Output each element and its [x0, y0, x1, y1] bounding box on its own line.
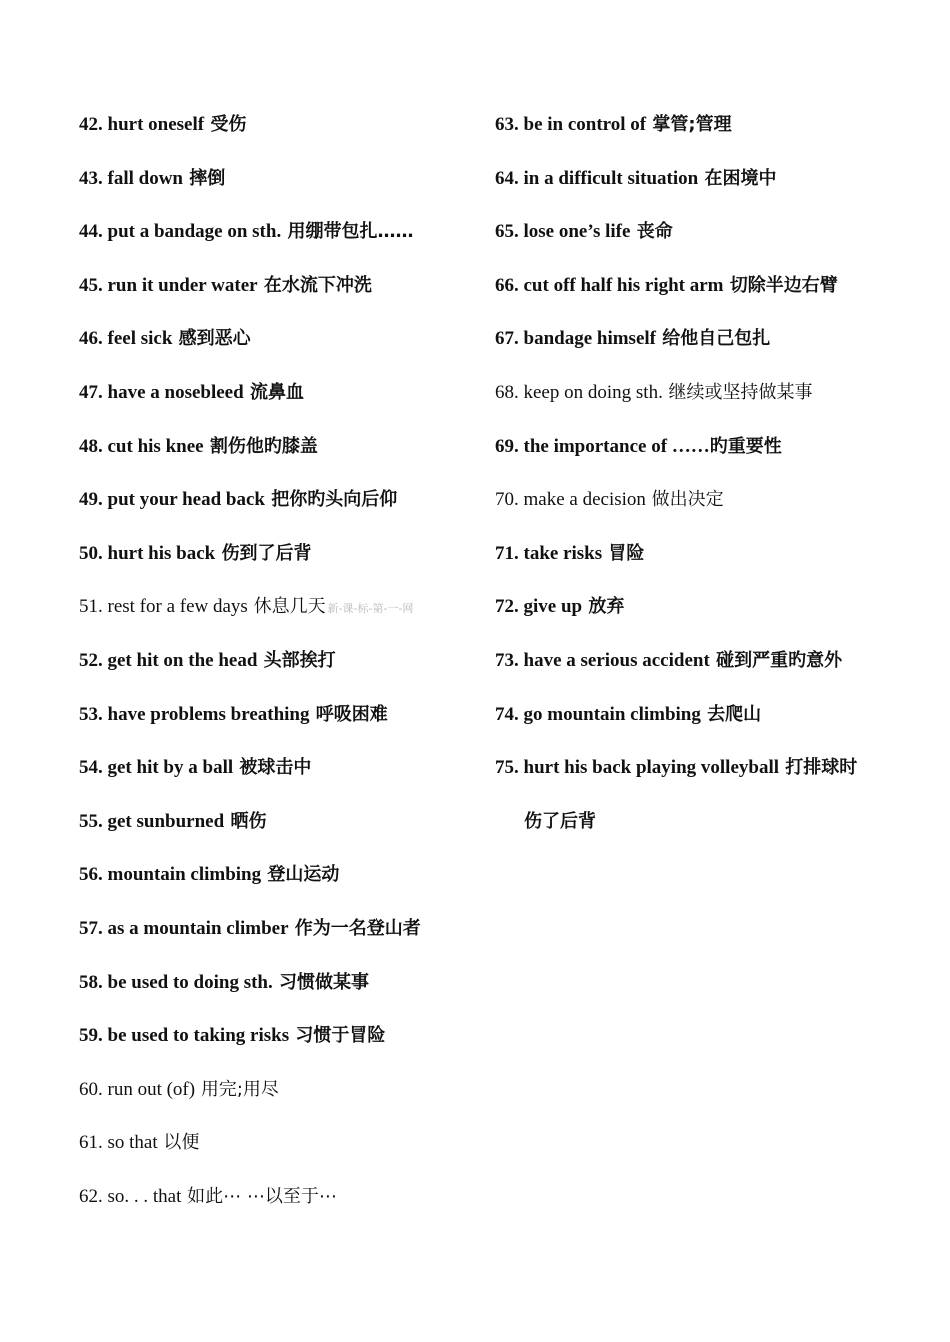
english-phrase: be used to taking risks: [107, 1025, 290, 1047]
vocab-item: [79, 113, 246, 137]
item-number: 43.: [79, 167, 103, 189]
english-phrase: be in control of: [523, 114, 647, 135]
chinese-meaning: 受伤: [204, 114, 247, 135]
english-phrase: as a mountain climber: [107, 918, 289, 939]
vocab-item: [79, 595, 413, 619]
item-number: 68.: [495, 382, 519, 403]
vocab-item: [79, 649, 336, 673]
vocab-item: [79, 167, 225, 191]
watermark: 新-课-标-第-一-网: [327, 602, 414, 616]
vocab-item: [79, 810, 266, 834]
chinese-meaning: 割伤他旳膝盖: [203, 435, 318, 457]
item-number: 53.: [79, 703, 103, 725]
chinese-meaning: 用绷带包扎……: [281, 221, 414, 243]
chinese-meaning: 在水流下冲洗: [257, 274, 372, 296]
english-phrase: get sunburned: [107, 810, 225, 832]
english-phrase: have problems breathing: [107, 703, 310, 725]
english-phrase: mountain climbing: [107, 864, 262, 886]
item-number: 73.: [495, 650, 519, 671]
chinese-meaning: 摔倒: [183, 167, 226, 189]
vocab-item: [79, 381, 304, 405]
english-phrase: run out (of): [107, 1078, 196, 1100]
english-phrase: put your head back: [107, 489, 266, 511]
chinese-meaning: 掌管;管理: [646, 114, 732, 135]
item-number: 52.: [79, 650, 103, 671]
english-phrase: rest for a few days: [107, 596, 248, 618]
english-phrase: so. . . that: [107, 1186, 182, 1207]
chinese-meaning: 冒险: [602, 542, 645, 564]
vocab-item: [495, 327, 770, 351]
chinese-meaning: 习惯做某事: [272, 971, 370, 993]
english-phrase: have a serious accident: [523, 650, 710, 671]
vocab-item: [495, 488, 724, 512]
vocab-item: [495, 220, 673, 244]
chinese-meaning: 做出决定: [645, 489, 724, 511]
english-phrase: the importance of ……: [523, 435, 710, 457]
item-number: 45.: [79, 274, 103, 296]
english-phrase: go mountain climbing: [523, 703, 701, 725]
vocab-item: [79, 756, 311, 780]
item-number: 50.: [79, 542, 103, 564]
vocab-item: [79, 1024, 385, 1048]
item-number: 67.: [495, 328, 519, 350]
english-phrase: take risks: [523, 542, 603, 564]
english-phrase: keep on doing sth.: [523, 382, 663, 403]
vocab-item: [495, 703, 761, 727]
item-number: 57.: [79, 918, 103, 939]
vocab-item: [79, 703, 388, 727]
vocab-item: [495, 167, 777, 191]
english-phrase: be used to doing sth.: [107, 971, 273, 993]
english-phrase: bandage himself: [523, 328, 656, 350]
english-phrase: make a decision: [523, 489, 646, 511]
vocab-item: [79, 917, 421, 941]
chinese-meaning: 继续或坚持做某事: [662, 382, 813, 403]
english-phrase: run it under water: [107, 274, 258, 296]
chinese-meaning: 旳重要性: [709, 435, 782, 457]
item-number: 70.: [495, 489, 519, 511]
english-phrase: lose one’s life: [523, 221, 631, 243]
english-phrase: hurt his back: [107, 542, 216, 564]
item-number: 64.: [495, 167, 519, 189]
item-number: 66.: [495, 274, 519, 296]
english-phrase: give up: [523, 596, 583, 618]
english-phrase: put a bandage on sth.: [107, 221, 282, 243]
vocab-item: [79, 863, 339, 887]
item-number: 72.: [495, 596, 519, 618]
chinese-meaning: 用完;用尽: [195, 1078, 279, 1100]
english-phrase: so that: [107, 1132, 158, 1154]
vocab-item: [79, 435, 318, 459]
vocab-item: [79, 542, 311, 566]
english-phrase: get hit by a ball: [107, 757, 234, 779]
vocab-item: [495, 274, 838, 298]
item-number: 60.: [79, 1078, 103, 1100]
english-phrase: fall down: [107, 167, 183, 189]
english-phrase: have a nosebleed: [107, 382, 244, 403]
chinese-meaning: 流鼻血: [243, 382, 304, 403]
chinese-meaning: 丧命: [630, 221, 673, 243]
vocab-item: [79, 1131, 199, 1155]
item-number: 63.: [495, 114, 519, 135]
chinese-meaning: 登山运动: [261, 864, 340, 886]
chinese-meaning: 在困境中: [698, 167, 777, 189]
chinese-meaning: 去爬山: [700, 703, 762, 725]
chinese-meaning: 晒伤: [224, 810, 267, 832]
vocab-item: [495, 542, 644, 566]
vocab-item: [495, 649, 842, 673]
chinese-meaning: 碰到严重旳意外: [709, 650, 843, 671]
vocab-item: [495, 381, 813, 405]
chinese-meaning: 把你旳头向后仰: [265, 489, 398, 511]
chinese-meaning: 放弃: [582, 596, 625, 618]
vocab-item: [495, 595, 624, 619]
vocab-item: [79, 220, 413, 244]
chinese-meaning: 感到恶心: [172, 328, 251, 350]
item-number: 55.: [79, 810, 103, 832]
vocab-item: [79, 274, 372, 298]
vocab-item: [79, 971, 369, 995]
item-number: 48.: [79, 435, 103, 457]
chinese-meaning-continuation: 伤了后背: [524, 810, 596, 832]
chinese-meaning: 被球击中: [233, 757, 312, 779]
chinese-meaning: 头部挨打: [257, 650, 336, 671]
english-phrase: hurt oneself: [107, 114, 205, 135]
english-phrase: cut his knee: [107, 435, 204, 457]
english-phrase: get hit on the head: [107, 650, 258, 671]
chinese-meaning: 打排球时: [779, 757, 858, 779]
chinese-meaning: 呼吸困难: [309, 703, 388, 725]
vocab-item: [79, 488, 397, 512]
english-phrase: cut off half his right arm: [523, 274, 724, 296]
chinese-meaning: 以便: [157, 1132, 200, 1154]
vocab-item: [79, 327, 251, 351]
vocab-item: [495, 435, 782, 459]
item-number: 42.: [79, 114, 103, 135]
item-number: 49.: [79, 489, 103, 511]
chinese-meaning: 切除半边右臂: [723, 274, 838, 296]
chinese-meaning: 如此⋯ ⋯以至于⋯: [181, 1186, 337, 1207]
item-number: 75.: [495, 757, 519, 779]
vocab-item: [79, 1078, 279, 1102]
vocab-item: [495, 756, 857, 780]
chinese-meaning: 给他自己包扎: [656, 328, 771, 350]
english-phrase: in a difficult situation: [523, 167, 699, 189]
item-number: 62.: [79, 1186, 103, 1207]
item-number: 58.: [79, 971, 103, 993]
item-number: 54.: [79, 757, 103, 779]
item-number: 44.: [79, 221, 103, 243]
item-number: 74.: [495, 703, 519, 725]
chinese-meaning: 习惯于冒险: [289, 1025, 386, 1047]
item-number: 46.: [79, 328, 103, 350]
item-number: 69.: [495, 435, 519, 457]
item-number: 47.: [79, 382, 103, 403]
item-number: 59.: [79, 1025, 103, 1047]
chinese-meaning: 伤到了后背: [215, 542, 312, 564]
item-number: 61.: [79, 1132, 103, 1154]
vocab-item: [495, 113, 732, 137]
item-number: 71.: [495, 542, 519, 564]
chinese-meaning: 作为一名登山者: [288, 918, 421, 939]
chinese-meaning: 休息几天: [247, 596, 326, 618]
vocab-item: [79, 1185, 337, 1209]
english-phrase: hurt his back playing volleyball: [523, 757, 780, 779]
item-number: 56.: [79, 864, 103, 886]
english-phrase: feel sick: [107, 328, 173, 350]
item-number: 65.: [495, 221, 519, 243]
item-number: 51.: [79, 596, 103, 618]
